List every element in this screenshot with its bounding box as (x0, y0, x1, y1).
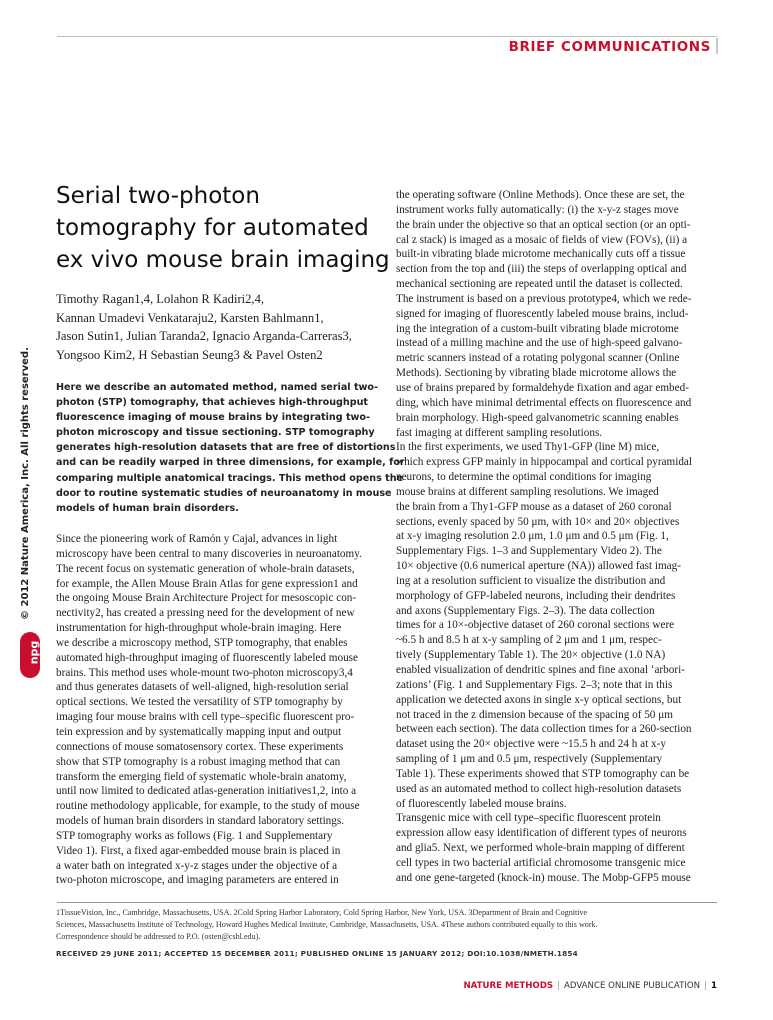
body-text-line: sampling of 1 μm and 0.5 μm, respectively (Supplementary (396, 753, 663, 766)
body-text-line: 10× objective (0.6 numerical aperture (NA)) allowed fast imag- (396, 560, 681, 573)
body-text-line: expression allow easy identification of different types of neurons (396, 827, 687, 840)
body-text-line: Table 1). These experiments showed that STP tomography can be (396, 767, 690, 780)
title-line: ex vivo mouse brain imaging (56, 247, 390, 273)
author-line: Kannan Umadevi Venkataraju2, Karsten Bahlmann1, (56, 310, 324, 325)
received-dates: RECEIVED 29 JUNE 2011; ACCEPTED 15 DECEMBER 2011; PUBLISHED ONLINE 15 JANUARY 2012; DOI:10.1038/NMETH.1854 (56, 949, 578, 958)
body-text-line: morphology of GFP-labeled neurons, including their dendrites (396, 589, 676, 602)
body-text-line: a water bath on integrated x-y-z stages under the objective of a (56, 859, 338, 872)
body-text-line: of fluorescently labeled mouse brains. (396, 797, 567, 810)
body-text-line: optical sections. We tested the versatility of STP tomography by (56, 696, 343, 709)
body-text-line: microscopy have been central to many discoveries in neuroanatomy. (56, 547, 362, 560)
abstract-line: Here we describe an automated method, named serial two- (56, 382, 378, 393)
body-text-line: Transgenic mice with cell type–specific fluorescent protein (396, 812, 661, 825)
abstract-line: photon (STP) tomography, that achieves high-throughput (56, 397, 369, 409)
body-text-line: the ongoing Mouse Brain Architecture Project for mesoscopic con- (56, 592, 357, 605)
author-line: Timothy Ragan1,4, Lolahon R Kadiri2,4, (56, 292, 265, 306)
section-bar (716, 38, 718, 54)
body-text-line: two-photon microscope, and imaging parameters are entered in (56, 874, 339, 887)
body-column-left (56, 532, 378, 888)
body-text-line: nectivity2, has created a pressing need for the development of new (56, 607, 355, 620)
page-footer (463, 981, 717, 991)
body-text-line: ding, which have minimal detrimental effects on fluorescence and (396, 396, 692, 409)
body-text-line: models of human brain disorders in standard laboratory settings. (56, 815, 345, 828)
body-text-line: the brain from a Thy1-GFP mouse as a dataset of 260 coronal (396, 500, 672, 513)
affiliations (56, 907, 718, 942)
body-text-line: dataset using the 20× objective were ~15.5 h and 24 h at x-y (396, 738, 666, 751)
body-text-line: for example, the Allen Mouse Brain Atlas for gene expression1 and (56, 577, 358, 590)
body-text-line: metric scanners instead of a rotating polygonal scanner (Online (396, 352, 680, 365)
body-text-line: tively (Supplementary Table 1). The 20× objective (1.0 NA) (396, 649, 666, 662)
section-label: BRIEF COMMUNICATIONS (508, 39, 711, 55)
abstract-line: photon microscopy and tissue sectioning. STP tomography (56, 427, 375, 439)
body-text-line: imaging four mouse brains with cell type–specific fluorescent pro- (56, 711, 355, 724)
body-text-line: cell types in two bacterial artificial chromosome transgenic mice (396, 856, 686, 869)
journal-name: NATURE METHODS (463, 981, 554, 991)
footer-separator: | (557, 981, 560, 991)
body-text-line: routine methodology applicable, for example, to the study of mouse (56, 800, 360, 813)
body-text-line: Supplementary Figs. 1–3 and Supplementary Video 2). The (396, 545, 662, 558)
author-line: Jason Sutin1, Julian Taranda2, Ignacio Arganda-Carreras3, (56, 329, 352, 343)
affiliation-line: Correspondence should be addressed to P.O. (osten@cshl.edu). (56, 931, 261, 941)
body-text-line: show that STP tomography is a robust imaging method that can (56, 755, 341, 768)
body-text-line: the operating software (Online Methods). Once these are set, the (396, 189, 685, 201)
abstract-line: models of human brain disorders. (56, 502, 239, 514)
title-line: tomography for automated (56, 215, 369, 241)
body-text-line: ~6.5 h and 8.5 h at x-y sampling of 2 μm and 1 μm, respec- (396, 634, 662, 647)
body-text-line: and glia5. Next, we performed whole-brain mapping of different (396, 842, 685, 855)
header-rule (57, 36, 717, 37)
npg-logo-text: npg (27, 640, 41, 665)
article-title (56, 180, 390, 276)
body-text-line: used as an automated method to collect high-resolution datasets (396, 782, 682, 795)
body-text-line: ing the integration of a custom-built vibrating blade microtome (396, 322, 679, 335)
footer-separator: | (704, 981, 708, 991)
author-line: Yongsoo Kim2, H Sebastian Seung3 & Pavel Osten2 (56, 347, 323, 362)
body-text-line: the brain under the objective so that an optical section (or an opti- (396, 218, 691, 231)
body-text-line: enabled visualization of dendritic spines and fine axonal ‘arbori- (396, 664, 685, 676)
body-text-line: instrumentation for high-throughput whole-brain imaging. Here (56, 622, 342, 635)
body-text-line: instead of a milling machine and the use of high-speed galvano- (396, 337, 683, 350)
copyright-sidebar (20, 347, 36, 620)
body-text-line: instrument works fully automatically: (i) the x-y-z stages move (396, 203, 679, 216)
body-text-line: transform the emerging field of systematic whole-brain anatomy, (56, 770, 347, 783)
body-text-line: times for a 10×-objective dataset of 260 coronal sections were (396, 619, 675, 632)
body-text-line: The recent focus on systematic generation of whole-brain datasets, (56, 562, 355, 575)
abstract (56, 380, 405, 516)
body-text-line: neurons, to determine the optimal conditions for imaging (396, 471, 652, 484)
body-text-line: section from the top and (iii) the steps of overlapping optical and (396, 263, 687, 276)
body-text-line: automated high-throughput imaging of fluorescently labeled mouse (56, 651, 358, 664)
abstract-line: comparing multiple anatomical tracings. This method opens the (56, 472, 404, 484)
body-text-line: mouse brains at different sampling resolutions. We imaged (396, 485, 659, 498)
body-text-line: Methods). Sectioning by vibrating blade microtome allows the (396, 367, 677, 380)
body-text-line: we describe a microscopy method, STP tomography, that enables (56, 636, 348, 649)
page-number: 1 (711, 981, 717, 991)
body-text-line: application we detected axons in single x-y optical sections, but (396, 693, 682, 706)
body-text-line: signed for imaging of fluorescently labeled mouse brains, includ- (396, 307, 689, 320)
abstract-line: and can be readily warped in three dimensions, for example, for (56, 457, 405, 469)
body-text-line: use of brains prepared by formaldehyde fixation and agar embed- (396, 381, 689, 394)
body-text-line: brains. This method uses whole-mount two-photon microscopy3,4 (56, 666, 353, 679)
abstract-line: door to routine systematic studies of neuroanatomy in mouse (56, 487, 392, 499)
body-text-line: zations’ (Fig. 1 and Supplementary Figs. 2–3; note that in this (396, 678, 673, 691)
body-text-line: sections, evenly spaced by 50 μm, with 10× and 20× objectives (396, 515, 680, 528)
body-text-line: which express GFP mainly in hippocampal and cortical pyramidal (396, 456, 692, 469)
abstract-line: generates high-resolution datasets that are free of distortions (56, 442, 396, 454)
copyright-notice: © 2012 Nature America, Inc. All rights reserved. (20, 347, 31, 620)
body-text-line: built-in vibrating blade microtome mechanically cuts off a tissue (396, 248, 686, 261)
body-text-line: and thus generates datasets of well-aligned, high-resolution serial (56, 681, 349, 694)
body-text-line: connections of mouse somatosensory cortex. These experiments (56, 740, 344, 753)
body-text-line: between each section). The data collection times for a 260-section (396, 723, 692, 736)
body-text-line: fast imaging at different sampling resolutions. (396, 426, 603, 439)
abstract-line: fluorescence imaging of mouse brains by integrating two- (56, 412, 370, 424)
body-text-line: and one gene-targeted (knock-in) mouse. The Mobp-GFP5 mouse (396, 871, 691, 884)
body-text-line: Since the pioneering work of Ramón y Cajal, advances in light (56, 533, 338, 545)
affiliation-line: Sciences, Massachusetts Institute of Technology, Howard Hughes Medical Institute, Cambridge, Massachusetts, USA. 4These authors contributed equally to this work. (56, 919, 598, 929)
author-list (56, 290, 381, 364)
title-line: Serial two-photon (56, 183, 260, 209)
body-text-line: Video 1). First, a fixed agar-embedded mouse brain is placed in (56, 844, 341, 857)
body-text-line: The instrument is based on a previous prototype4, which we rede- (396, 292, 692, 305)
body-text-line: STP tomography works as follows (Fig. 1 and Supplementary (56, 829, 333, 842)
body-text-line: brain morphology. High-speed galvanometric scanning enables (396, 411, 679, 424)
body-text-line: until now limited to dedicated atlas-generation initiatives1,2, into a (56, 785, 357, 798)
body-text-line: ing at a resolution sufficient to visualize the distribution and (396, 574, 666, 587)
body-text-line: and axons (Supplementary Figs. 2–3). The data collection (396, 604, 655, 617)
body-column-right (396, 188, 718, 886)
body-text-line: at x-y imaging resolution 2.0 μm, 1.0 μm and 0.5 μm (Fig. 1, (396, 530, 669, 543)
publication-status: ADVANCE ONLINE PUBLICATION (563, 981, 701, 991)
body-text-line: tein expression and by systematically mapping input and output (56, 725, 342, 738)
body-text-line: mechanical sectioning are repeated until the dataset is collected. (396, 278, 683, 291)
affiliation-line: 1TissueVision, Inc., Cambridge, Massachusetts, USA. 2Cold Spring Harbor Laboratory, Cold Spring Harbor, New York, USA. 3Department of Brain and Cognitive (56, 908, 588, 917)
body-text-line: In the first experiments, we used Thy1-GFP (line M) mice, (396, 441, 660, 454)
footnote-rule (57, 902, 717, 903)
npg-logo (20, 632, 40, 678)
body-text-line: not traced in the z dimension because of the spacing of 50 μm (396, 708, 673, 721)
body-text-line: cal z stack) is imaged as a mosaic of fields of view (FOVs), (ii) a (396, 233, 688, 246)
